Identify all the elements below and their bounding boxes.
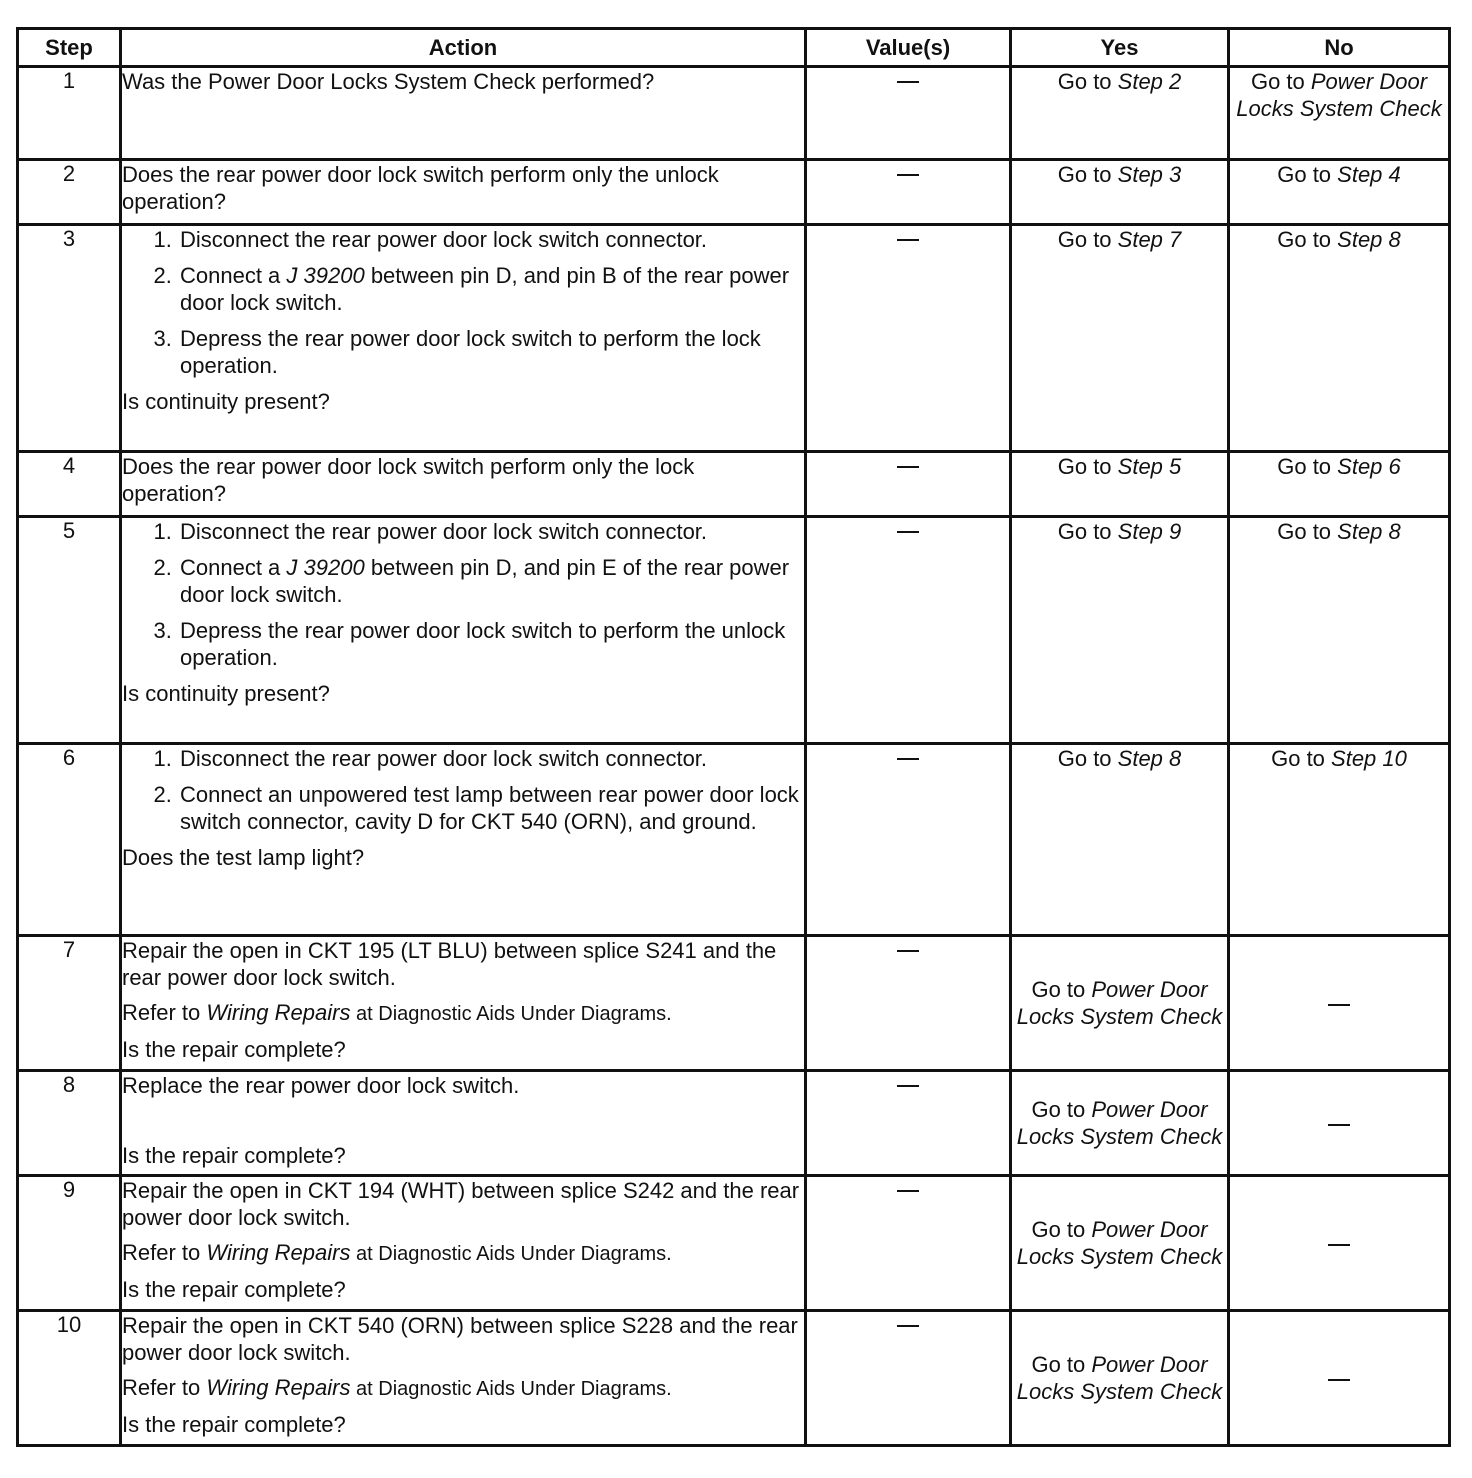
yes-cell: [1011, 517, 1229, 744]
no-goto: [1277, 454, 1401, 479]
table-row: [18, 1176, 1450, 1311]
value-cell: [806, 1176, 1011, 1311]
action-question: Does the test lamp light?: [122, 845, 365, 870]
refer-pre: Refer to: [122, 1240, 207, 1265]
refer-pre: Refer to: [122, 1375, 207, 1400]
action-step-text: Depress the rear power door lock switch to perform the unlock operation.: [180, 618, 786, 670]
action-text: Was the Power Door Locks System Check performed?: [122, 69, 655, 94]
value-cell: [806, 67, 1011, 160]
goto-prefix: Go to: [1277, 162, 1338, 187]
action-step: [178, 325, 804, 379]
action-step: [178, 518, 804, 545]
goto-ref: Step 8: [1337, 227, 1401, 252]
no-cell: [1229, 67, 1450, 160]
no-cell: [1229, 744, 1450, 936]
no-cell: [1229, 225, 1450, 452]
action-question: Is the repair complete?: [122, 1412, 346, 1437]
table-row: [18, 1311, 1450, 1446]
yes-goto: [1058, 227, 1182, 252]
yes-cell: [1011, 1176, 1229, 1311]
no-cell: [1229, 160, 1450, 225]
goto-ref: Step 7: [1117, 227, 1182, 252]
refer-doc: Wiring Repairs: [206, 1240, 351, 1265]
yes-goto: [1017, 1217, 1222, 1269]
no-goto: [1277, 162, 1401, 187]
value-dash: [897, 1325, 919, 1327]
table-row: [18, 1071, 1450, 1176]
yes-goto: [1058, 454, 1182, 479]
action-step: [178, 262, 804, 316]
refer-text: [122, 1239, 804, 1268]
action-text: Repair the open in CKT 195 (LT BLU) between splice S241 and the rear power door lock switch.: [122, 938, 777, 990]
no-dash: [1328, 1379, 1350, 1381]
step-number: 4: [18, 452, 121, 517]
action-step: [178, 745, 804, 772]
action-step: [178, 554, 804, 608]
action-question: Is continuity present?: [122, 681, 330, 706]
goto-ref: Power Door Locks System Check: [1016, 977, 1223, 1029]
goto-prefix: Go to: [1057, 519, 1118, 544]
action-steps: [122, 226, 804, 379]
yes-goto: [1058, 162, 1182, 187]
value-cell: [806, 1071, 1011, 1176]
action-cell: [121, 160, 806, 225]
action-step-text: Connect a: [180, 555, 287, 580]
action-steps: [122, 745, 804, 835]
value-cell: [806, 225, 1011, 452]
action-question: Is the repair complete?: [122, 1143, 346, 1168]
no-cell: [1229, 517, 1450, 744]
table-row: [18, 225, 1450, 452]
action-step-text: Disconnect the rear power door lock switch connector.: [180, 227, 708, 252]
header-yes: Yes: [1011, 29, 1229, 67]
no-cell: [1229, 936, 1450, 1071]
goto-ref: Step 8: [1337, 519, 1401, 544]
action-question: Is the repair complete?: [122, 1037, 346, 1062]
goto-prefix: Go to: [1250, 69, 1311, 94]
goto-prefix: Go to: [1031, 977, 1092, 1002]
goto-ref: Step 5: [1117, 454, 1182, 479]
action-step-text: between pin D, and pin B of the rear power door lock switch.: [180, 263, 790, 315]
value-dash: [897, 81, 919, 83]
header-no: No: [1229, 29, 1450, 67]
value-dash: [897, 1085, 919, 1087]
step-number: 2: [18, 160, 121, 225]
refer-pre: Refer to: [122, 1000, 207, 1025]
refer-post: at Diagnostic Aids Under Diagrams.: [350, 1003, 672, 1025]
no-goto: [1236, 69, 1441, 121]
yes-goto: [1017, 1352, 1222, 1404]
action-cell: [121, 67, 806, 160]
table-row: [18, 936, 1450, 1071]
goto-prefix: Go to: [1031, 1217, 1092, 1242]
step-number: 9: [18, 1176, 121, 1311]
yes-goto: [1017, 977, 1222, 1029]
value-cell: [806, 517, 1011, 744]
value-cell: [806, 160, 1011, 225]
action-step-text: between pin D, and pin E of the rear power door lock switch.: [180, 555, 790, 607]
action-text: Repair the open in CKT 194 (WHT) between splice S242 and the rear power door lock switch.: [122, 1178, 800, 1230]
action-step-text: Disconnect the rear power door lock switch connector.: [180, 746, 708, 771]
yes-cell: [1011, 225, 1229, 452]
action-step: [178, 226, 804, 253]
action-text: Repair the open in CKT 540 (ORN) between splice S228 and the rear power door lock switch.: [122, 1313, 798, 1365]
diagnostic-table: [16, 27, 1451, 1447]
action-steps: [122, 518, 804, 671]
action-text: Replace the rear power door lock switch.: [122, 1073, 520, 1098]
no-goto: [1277, 519, 1401, 544]
no-cell: [1229, 1071, 1450, 1176]
no-dash: [1328, 1244, 1350, 1246]
goto-prefix: Go to: [1057, 227, 1118, 252]
no-dash: [1328, 1124, 1350, 1126]
yes-goto: [1058, 69, 1182, 94]
table-row: [18, 744, 1450, 936]
table-row: [18, 517, 1450, 744]
goto-prefix: Go to: [1271, 746, 1332, 771]
header-action: Action: [121, 29, 806, 67]
action-cell: [121, 1071, 806, 1176]
yes-cell: [1011, 452, 1229, 517]
goto-ref: Power Door Locks System Check: [1016, 1097, 1223, 1149]
header-step: Step: [18, 29, 121, 67]
step-number: 1: [18, 67, 121, 160]
value-dash: [897, 174, 919, 176]
value-dash: [897, 1190, 919, 1192]
yes-cell: [1011, 67, 1229, 160]
goto-prefix: Go to: [1277, 227, 1338, 252]
header-row: [18, 29, 1450, 67]
value-dash: [897, 531, 919, 533]
tool-ref: J 39200: [286, 555, 365, 580]
action-cell: [121, 1311, 806, 1446]
no-cell: [1229, 452, 1450, 517]
goto-prefix: Go to: [1277, 519, 1338, 544]
yes-cell: [1011, 1311, 1229, 1446]
action-cell: [121, 452, 806, 517]
goto-ref: Step 8: [1117, 746, 1182, 771]
yes-cell: [1011, 936, 1229, 1071]
table-row: [18, 67, 1450, 160]
action-text: Does the rear power door lock switch perform only the unlock operation?: [122, 162, 719, 214]
goto-ref: Step 4: [1337, 162, 1401, 187]
goto-prefix: Go to: [1057, 69, 1118, 94]
goto-ref: Step 3: [1117, 162, 1182, 187]
value-dash: [897, 466, 919, 468]
yes-goto: [1017, 1097, 1222, 1149]
step-number: 5: [18, 517, 121, 744]
table-row: [18, 160, 1450, 225]
action-step-text: Depress the rear power door lock switch to perform the lock operation.: [180, 326, 761, 378]
goto-prefix: Go to: [1057, 746, 1118, 771]
goto-ref: Step 6: [1337, 454, 1401, 479]
refer-text: [122, 999, 804, 1028]
goto-ref: Power Door Locks System Check: [1016, 1217, 1223, 1269]
action-step-text: Connect a: [180, 263, 287, 288]
value-dash: [897, 239, 919, 241]
step-number: 6: [18, 744, 121, 936]
goto-ref: Step 9: [1117, 519, 1182, 544]
action-step-text: Connect an unpowered test lamp between rear power door lock switch connector, cavity D for CKT 540 (ORN), and ground.: [180, 782, 799, 834]
spacer: [122, 1107, 804, 1140]
refer-text: [122, 1374, 804, 1403]
yes-cell: [1011, 744, 1229, 936]
table-row: [18, 452, 1450, 517]
no-goto: [1271, 746, 1407, 771]
action-cell: [121, 1176, 806, 1311]
goto-prefix: Go to: [1057, 454, 1118, 479]
no-cell: [1229, 1311, 1450, 1446]
tool-ref: J 39200: [286, 263, 365, 288]
yes-goto: [1058, 746, 1182, 771]
yes-cell: [1011, 1071, 1229, 1176]
action-question: Is the repair complete?: [122, 1277, 346, 1302]
goto-ref: Power Door Locks System Check: [1016, 1352, 1223, 1404]
refer-doc: Wiring Repairs: [206, 1375, 351, 1400]
refer-post: at Diagnostic Aids Under Diagrams.: [350, 1243, 672, 1265]
value-cell: [806, 744, 1011, 936]
no-goto: [1277, 227, 1401, 252]
no-dash: [1328, 1004, 1350, 1006]
goto-prefix: Go to: [1057, 162, 1118, 187]
action-text: Does the rear power door lock switch perform only the lock operation?: [122, 454, 695, 506]
action-step: [178, 781, 804, 835]
value-dash: [897, 950, 919, 952]
yes-goto: [1058, 519, 1182, 544]
action-cell: [121, 744, 806, 936]
value-cell: [806, 936, 1011, 1071]
yes-cell: [1011, 160, 1229, 225]
step-number: 10: [18, 1311, 121, 1446]
value-dash: [897, 758, 919, 760]
no-cell: [1229, 1176, 1450, 1311]
goto-prefix: Go to: [1031, 1097, 1092, 1122]
step-number: 7: [18, 936, 121, 1071]
action-step: [178, 617, 804, 671]
value-cell: [806, 1311, 1011, 1446]
action-cell: [121, 517, 806, 744]
goto-prefix: Go to: [1031, 1352, 1092, 1377]
refer-doc: Wiring Repairs: [206, 1000, 351, 1025]
goto-ref: Power Door Locks System Check: [1236, 69, 1442, 121]
goto-prefix: Go to: [1277, 454, 1338, 479]
action-question: Is continuity present?: [122, 389, 330, 414]
goto-ref: Step 10: [1331, 746, 1407, 771]
step-number: 8: [18, 1071, 121, 1176]
value-cell: [806, 452, 1011, 517]
header-values: Value(s): [806, 29, 1011, 67]
action-cell: [121, 936, 806, 1071]
action-step-text: Disconnect the rear power door lock switch connector.: [180, 519, 708, 544]
action-cell: [121, 225, 806, 452]
step-number: 3: [18, 225, 121, 452]
goto-ref: Step 2: [1117, 69, 1182, 94]
refer-post: at Diagnostic Aids Under Diagrams.: [350, 1378, 672, 1400]
